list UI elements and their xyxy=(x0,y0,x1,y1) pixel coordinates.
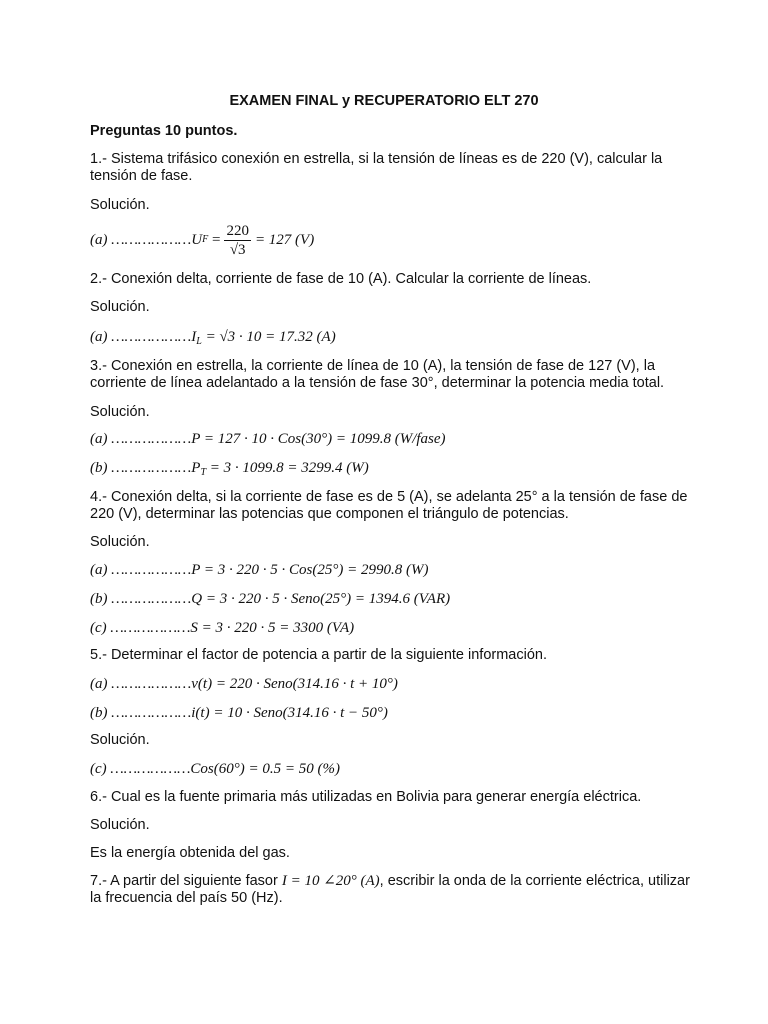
question-7-text-line-1 xyxy=(90,872,690,890)
question-5-given-b: (b) ………………i(t) = 10 · Seno(314.16 · t − 50°) xyxy=(90,705,388,721)
question-7-text-line-2: la frecuencia del país 50 (Hz). xyxy=(90,890,283,906)
question-4-text-line-1: 4.- Conexión delta, si la corriente de fase es de 5 (A), se adelanta 25° a la tensión de fase de xyxy=(90,489,688,505)
question-1-answer: (a) ……………… U F = $\frac{220}{√3}$ = 127 (V) xyxy=(90,222,315,258)
solution-label-6: Solución. xyxy=(90,817,150,833)
fraction-denominator: √3 xyxy=(224,240,251,259)
question-1-text-line-1: 1.- Sistema trifásico conexión en estrella, si la tensión de líneas es de 220 (V), calcular la xyxy=(90,151,663,167)
solution-label-3: Solución. xyxy=(90,404,150,420)
question-4-answer-b: (b) ………………Q = 3 · 220 · 5 · Seno(25°) = 1394.6 (VAR) xyxy=(90,591,451,607)
question-4-answer-a: (a) ………………P = 3 · 220 · 5 · Cos(25°) = 2990.8 (W) xyxy=(90,562,429,578)
question-2-answer xyxy=(90,328,690,346)
answer-prefix: (a) ……………… xyxy=(90,329,192,345)
question-4-text-line-2: 220 (V), determinar las potencias que componen el triángulo de potencias. xyxy=(90,506,569,522)
question-3-text-line-2: corriente de línea adelantado a la tensión de fase 30°, determinar la potencia media total. xyxy=(90,375,665,391)
question-5-text: 5.- Determinar el factor de potencia a partir de la siguiente información. xyxy=(90,647,547,663)
answer-fraction xyxy=(224,222,251,259)
phasor-expression: I = 10 ∠20° (A) xyxy=(281,873,380,889)
question-6-text: 6.- Cual es la fuente primaria más utilizadas en Bolivia para generar energía eléctrica. xyxy=(90,789,642,805)
answer-variable: I xyxy=(191,329,197,345)
question-7-text-end: , escribir la onda de la corriente eléctrica, utilizar xyxy=(379,873,690,889)
question-7-text-start: 7.- A partir del siguiente fasor xyxy=(90,873,282,889)
answer-result: = 3 · 1099.8 = 3299.4 (W) xyxy=(206,460,369,476)
question-4-answer-c: (c) ………………S = 3 · 220 · 5 = 3300 (VA) xyxy=(90,620,355,636)
question-5-answer: (c) ………………Cos(60°) = 0.5 = 50 (%) xyxy=(90,761,340,777)
answer-prefix: (b) ………………P xyxy=(90,460,201,476)
question-1-text-line-2: tensión de fase. xyxy=(90,168,193,184)
solution-label-1: Solución. xyxy=(90,197,150,213)
question-2-text: 2.- Conexión delta, corriente de fase de 10 (A). Calcular la corriente de líneas. xyxy=(90,271,592,287)
solution-label-2: Solución. xyxy=(90,299,150,315)
question-6-answer: Es la energía obtenida del gas. xyxy=(90,845,290,861)
question-3-answer-b xyxy=(90,459,690,477)
exam-title: EXAMEN FINAL y RECUPERATORIO ELT 270 xyxy=(229,93,539,109)
question-3-text-line-1: 3.- Conexión en estrella, la corriente de línea de 10 (A), la tensión de fase de 127 (V), la xyxy=(90,358,656,374)
answer-result: = √3 · 10 = 17.32 (A) xyxy=(201,329,336,345)
answer-result: = 127 (V) xyxy=(254,232,315,248)
question-5-given-a: (a) ………………v(t) = 220 · Seno(314.16 · t + 10°) xyxy=(90,676,398,692)
answer-variable: U xyxy=(191,232,203,248)
fraction-numerator: 220 xyxy=(226,222,249,239)
answer-subscript: T xyxy=(200,467,206,478)
answer-prefix: (a) ……………… xyxy=(90,232,192,248)
solution-label-5: Solución. xyxy=(90,732,150,748)
solution-label-4: Solución. xyxy=(90,534,150,550)
answer-subscript: L xyxy=(196,336,202,347)
points-heading: Preguntas 10 puntos. xyxy=(90,123,238,139)
question-3-answer-a: (a) ………………P = 127 · 10 · Cos(30°) = 1099.8 (W/fase) xyxy=(90,431,446,447)
